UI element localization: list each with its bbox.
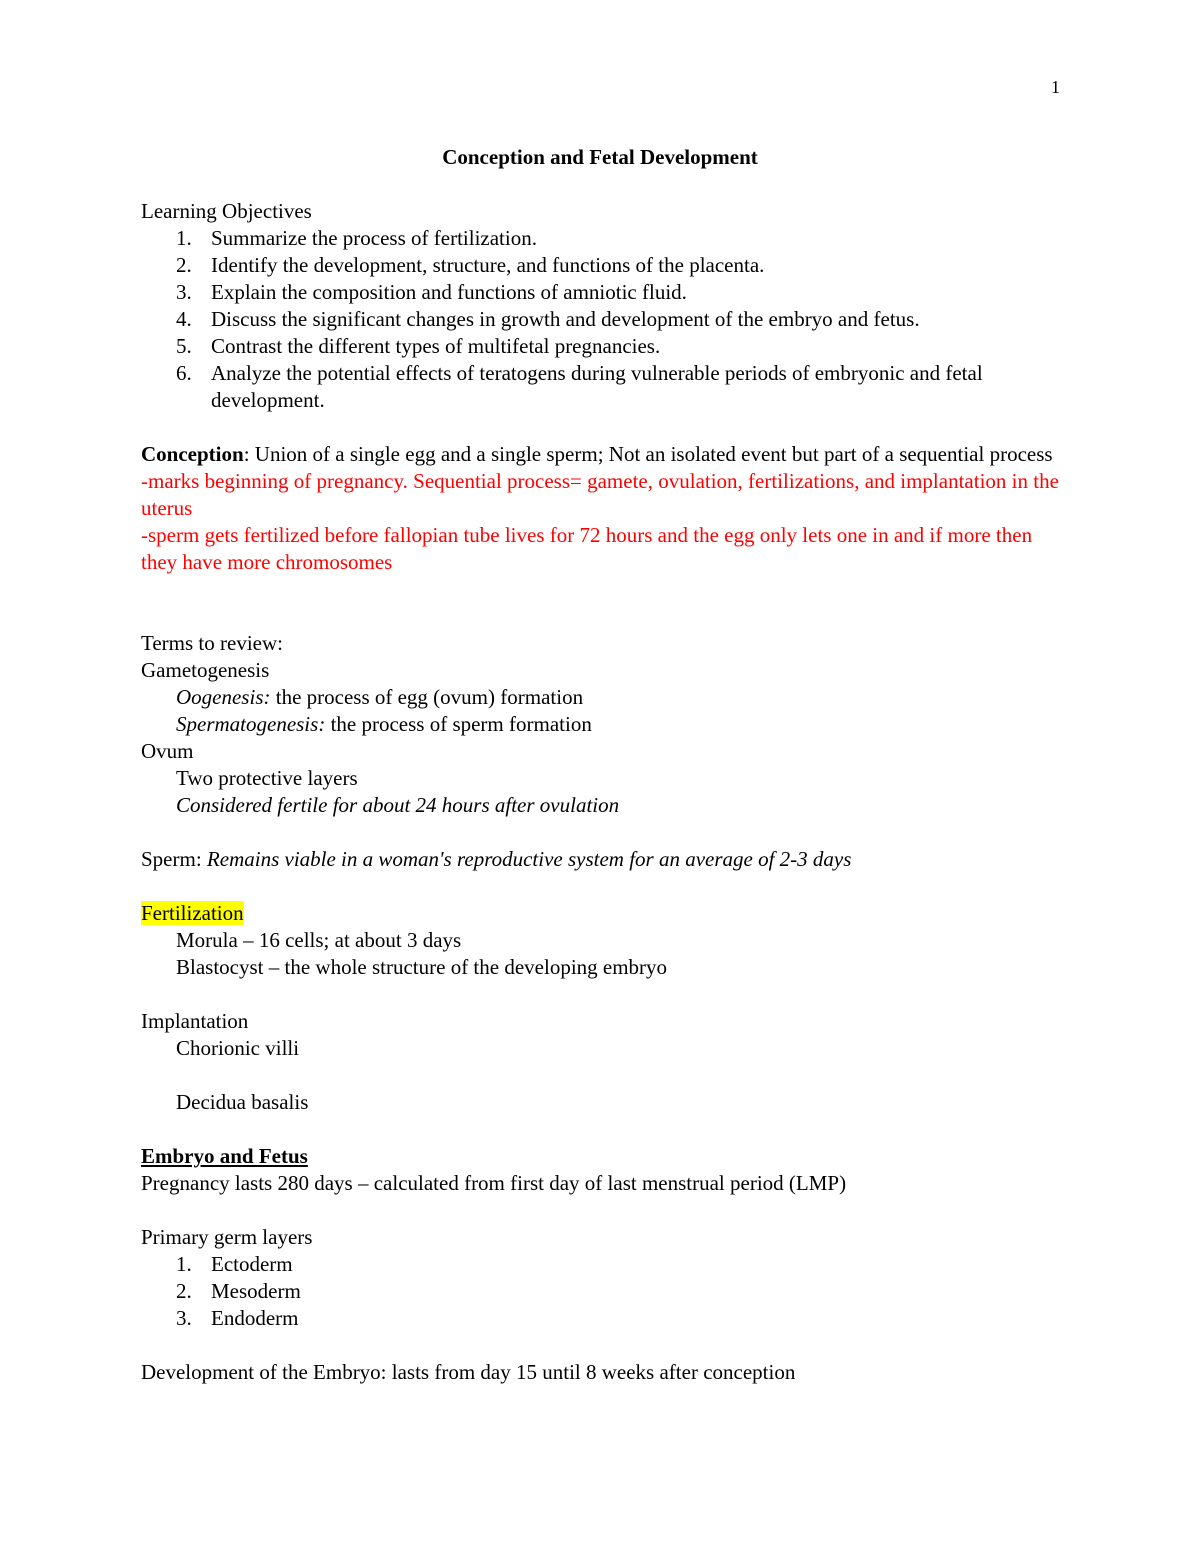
list-item: 2. Mesoderm xyxy=(176,1279,301,1303)
list-item: 1. Ectoderm xyxy=(176,1252,293,1276)
list-item: 4. Discuss the significant changes in growth and development of the embryo and fetus. xyxy=(176,307,920,331)
fertilization-heading: Fertilization xyxy=(141,901,244,925)
list-item: 3. Endoderm xyxy=(176,1306,299,1330)
implantation-chorionic: Chorionic villi xyxy=(176,1036,300,1060)
conception-note: -marks beginning of pregnancy. Sequential process= gamete, ovulation, fertilizations, and implantation in the uterus xyxy=(141,469,1059,520)
terms-heading: Terms to review: xyxy=(141,631,283,655)
term-ovum: Ovum xyxy=(141,739,194,763)
page-number: 1 xyxy=(1051,77,1060,97)
pregnancy-length: Pregnancy lasts 280 days – calculated from first day of last menstrual period (LMP) xyxy=(141,1171,847,1195)
germ-layers-list xyxy=(141,1251,1061,1332)
ovum-layers: Two protective layers xyxy=(176,766,358,790)
conception-note-sperm: -sperm gets fertilized before fallopian tube lives for 72 hours and the egg only lets one in and if more then they have more chromosomes xyxy=(141,523,1033,574)
document-body xyxy=(141,144,1061,1386)
germ-layers-heading: Primary germ layers xyxy=(141,1225,313,1249)
list-item: 3. Explain the composition and functions of amniotic fluid. xyxy=(176,280,687,304)
list-item: 2. Identify the development, structure, and functions of the placenta. xyxy=(176,253,765,277)
embryo-development: Development of the Embryo: lasts from day 15 until 8 weeks after conception xyxy=(141,1360,796,1384)
term-gametogenesis: Gametogenesis xyxy=(141,658,270,682)
objectives-list xyxy=(141,225,1061,414)
term-spermatogenesis: Spermatogenesis: the process of sperm formation xyxy=(176,712,592,736)
conception-paragraph xyxy=(141,441,1061,522)
implantation-heading: Implantation xyxy=(141,1009,249,1033)
conception-term: Conception xyxy=(141,442,244,466)
conception-definition: : Union of a single egg and a single sperm; Not an isolated event but part of a sequential process xyxy=(243,442,1053,466)
fertilization-blastocyst: Blastocyst – the whole structure of the developing embryo xyxy=(176,955,668,979)
sperm-line: Sperm: Remains viable in a woman's reproductive system for an average of 2-3 days xyxy=(141,847,852,871)
term-oogenesis: Oogenesis: the process of egg (ovum) formation xyxy=(176,685,584,709)
objectives-heading: Learning Objectives xyxy=(141,199,312,223)
embryo-fetus-heading: Embryo and Fetus xyxy=(141,1144,308,1168)
fertilization-morula: Morula – 16 cells; at about 3 days xyxy=(176,928,462,952)
implantation-decidua: Decidua basalis xyxy=(176,1090,309,1114)
list-item: 5. Contrast the different types of multifetal pregnancies. xyxy=(176,334,661,358)
document-title: Conception and Fetal Development xyxy=(442,145,758,169)
list-item: 1. Summarize the process of fertilization. xyxy=(176,226,537,250)
list-item: 6. Analyze the potential effects of teratogens during vulnerable periods of embryonic and fetal development. xyxy=(176,361,983,412)
ovum-fertile: Considered fertile for about 24 hours after ovulation xyxy=(176,793,620,817)
